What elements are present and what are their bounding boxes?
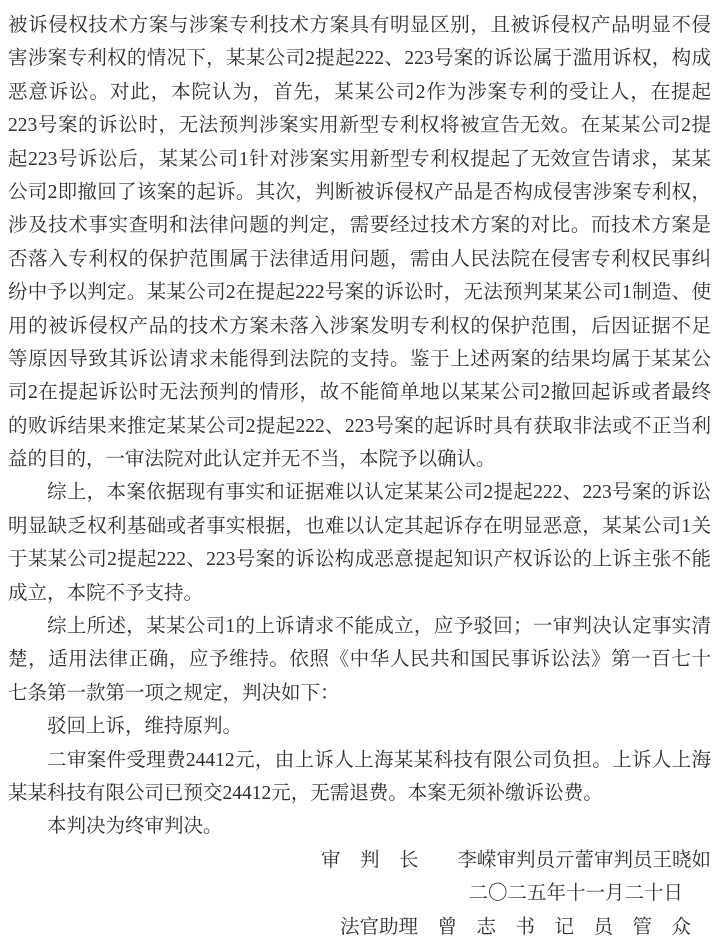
judgment-body-line: 等原因导致其诉讼请求未能得到法院的支持。鉴于上述两案的结果均属于某某公	[8, 348, 711, 370]
clerk-line: 法官助理 曾 志 书 记 员 管 众	[339, 916, 691, 938]
judgment-body-line: 某某科技有限公司已预交24412元，无需退费。本案无须补缴诉讼费。	[8, 782, 603, 804]
judgment-body-line: 害涉案专利权的情况下，某某公司2提起222、223号案的诉讼属于滥用诉权，构成	[8, 48, 711, 70]
judgment-body-line: 纷中予以判定。某某公司2在提起222号案的诉讼时，无法预判某某公司1制造、使	[8, 282, 711, 304]
judgment-body-line: 楚，适用法律正确，应予维持。依照《中华人民共和国民事诉讼法》第一百七十	[8, 649, 711, 671]
judgment-body-line: 起223号诉讼后，某某公司1针对涉案实用新型专利权提起了无效宣告请求，某某	[8, 148, 711, 170]
presiding-judge-line: 审 判 长 李嵘审判员亓蕾审判员王晓如	[320, 849, 711, 871]
judgment-final-line: 本判决为终审判决。	[47, 816, 223, 838]
judgment-body-line: 七条第一款第一项之规定，判决如下：	[8, 682, 340, 704]
judgment-body-line: 涉及技术事实查明和法律问题的判定，需要经过技术方案的对比。而技术方案是	[8, 215, 711, 237]
judgment-body-line: 明显缺乏权利基础或者事实根据，也难以认定其起诉存在明显恶意，某某公司1关	[8, 515, 711, 537]
judgment-body-line: 公司2即撤回了该案的起诉。其次，判断被诉侵权产品是否构成侵害涉案专利权，	[8, 181, 711, 203]
judgment-body-line: 223号案的诉讼时，无法预判涉案实用新型专利权将被宣告无效。在某某公司2提	[8, 115, 711, 137]
judgment-body-line: 综上所述，某某公司1的上诉请求不能成立，应予驳回；一审判决认定事实清	[47, 616, 711, 638]
judgment-body-line: 二审案件受理费24412元，由上诉人上海某某科技有限公司负担。上诉人上海	[47, 749, 711, 771]
judgment-body-line: 的败诉结果来推定某某公司2提起222、223号案的起诉时具有获取非法或不正当利	[8, 415, 711, 437]
judgment-body-line: 综上，本案依据现有事实和证据难以认定某某公司2提起222、223号案的诉讼	[47, 482, 711, 504]
judgment-body-line: 司2在提起诉讼时无法预判的情形，故不能简单地以某某公司2撤回起诉或者最终	[8, 382, 711, 404]
judgment-body-line: 成立，本院不予支持。	[8, 582, 204, 604]
judgment-body-line: 被诉侵权技术方案与涉案专利技术方案具有明显区别，且被诉侵权产品明显不侵	[8, 15, 711, 36]
judgment-ruling-line: 驳回上诉，维持原判。	[47, 716, 243, 738]
judgment-date-line: 二〇二五年十一月二十日	[468, 883, 683, 905]
judgment-body-line: 益的目的，一审法院对此认定并无不当，本院予以确认。	[8, 449, 496, 471]
judgment-body-line: 用的被诉侵权产品的技术方案未落入涉案发明专利权的保护范围，后因证据不足	[8, 315, 711, 337]
judgment-body-line: 于某某公司2提起222、223号案的诉讼构成恶意提起知识产权诉讼的上诉主张不能	[8, 549, 711, 571]
judgment-body-line: 否落入专利权的保护范围属于法律适用问题，需由人民法院在侵害专利权民事纠	[8, 248, 711, 270]
judgment-body-line: 恶意诉讼。对此，本院认为，首先，某某公司2作为涉案专利的受让人，在提起	[8, 81, 711, 103]
